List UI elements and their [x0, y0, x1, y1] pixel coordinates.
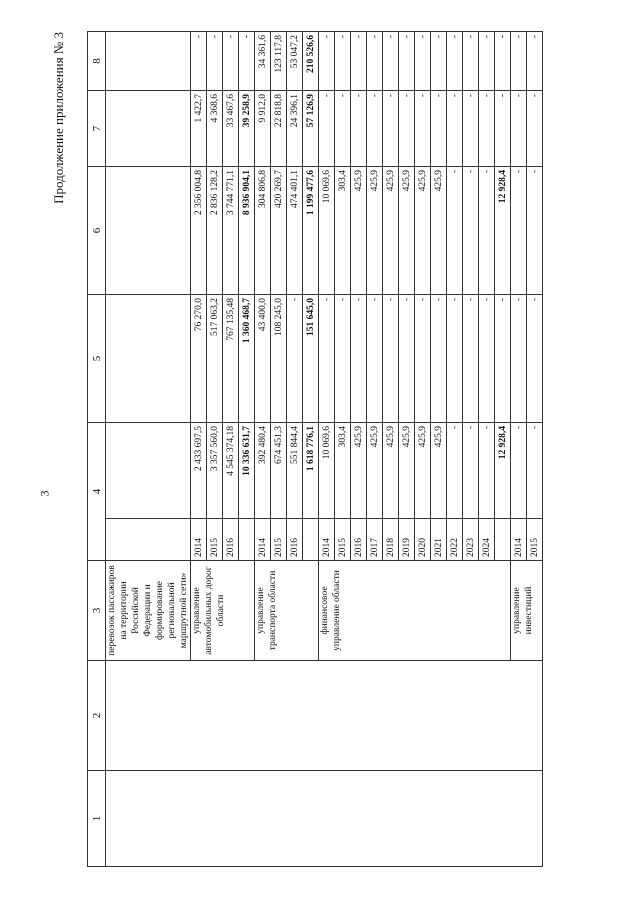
header-cell: 2 [88, 661, 106, 771]
empty-cell [106, 519, 191, 561]
total-value-cell: 57 126,9 [303, 91, 319, 167]
value-cell: - [383, 91, 399, 167]
value-cell: 425,9 [351, 423, 367, 519]
value-cell: - [415, 32, 431, 91]
col2-cell [106, 661, 543, 771]
value-cell: 392 480,4 [255, 423, 271, 519]
header-cell: 6 [88, 167, 106, 295]
value-cell: 303,4 [335, 167, 351, 295]
total-value-cell: 1 618 776,1 [303, 423, 319, 519]
value-cell: 303,4 [335, 423, 351, 519]
value-cell: - [463, 91, 479, 167]
value-cell: - [447, 167, 463, 295]
value-cell: 674 451,3 [271, 423, 287, 519]
year-cell: 2022 [447, 519, 463, 561]
value-cell: 474 401,1 [287, 167, 303, 295]
value-cell: - [351, 295, 367, 423]
value-cell: - [511, 295, 527, 423]
value-cell: - [367, 91, 383, 167]
value-cell: - [319, 32, 335, 91]
value-cell: - [335, 91, 351, 167]
value-cell: - [367, 32, 383, 91]
total-value-cell: 151 645,0 [303, 295, 319, 423]
value-cell: - [463, 423, 479, 519]
value-cell: - [319, 91, 335, 167]
header-cell: 1 [88, 771, 106, 867]
value-cell: 53 047,2 [287, 32, 303, 91]
year-cell: 2014 [191, 519, 207, 561]
value-cell: 425,9 [431, 423, 447, 519]
value-cell: - [351, 91, 367, 167]
value-cell: 425,9 [383, 167, 399, 295]
value-cell: - [479, 91, 495, 167]
year-cell: 2014 [255, 519, 271, 561]
value-cell: - [479, 32, 495, 91]
year-cell: 2014 [319, 519, 335, 561]
value-cell: - [335, 32, 351, 91]
year-cell-empty [303, 519, 319, 561]
value-cell: 304 806,8 [255, 167, 271, 295]
total-value-cell: 8 936 904,1 [239, 167, 255, 295]
budget-table [87, 31, 543, 867]
value-cell: - [447, 32, 463, 91]
value-cell: - [527, 32, 543, 91]
value-cell: - [431, 91, 447, 167]
value-cell: - [527, 91, 543, 167]
year-cell: 2015 [271, 519, 287, 561]
empty-cell [106, 167, 191, 295]
executor-cell: управление автомобильных дорог области [191, 561, 255, 661]
value-cell: 43 400,0 [255, 295, 271, 423]
value-cell: 425,9 [415, 167, 431, 295]
value-cell: - [351, 32, 367, 91]
value-cell: 76 270,0 [191, 295, 207, 423]
value-cell: 425,9 [399, 167, 415, 295]
continuation-text: перевозок пассажиров на территории Российской Федерации и формирование региональной маршрутной сети» [106, 561, 191, 661]
year-cell: 2017 [367, 519, 383, 561]
value-cell: - [511, 91, 527, 167]
value-cell: 24 396,1 [287, 91, 303, 167]
value-cell: - [367, 295, 383, 423]
header-cell: 8 [88, 32, 106, 91]
value-cell: - [511, 32, 527, 91]
col1-cell [106, 771, 543, 867]
value-cell: - [319, 295, 335, 423]
value-cell: 517 063,2 [207, 295, 223, 423]
total-value-cell: 12 928,4 [495, 167, 511, 295]
value-cell: - [383, 32, 399, 91]
value-cell: 425,9 [415, 423, 431, 519]
year-cell: 2024 [479, 519, 495, 561]
header-cell: 7 [88, 91, 106, 167]
year-cell: 2019 [399, 519, 415, 561]
value-cell: - [287, 295, 303, 423]
year-cell: 2014 [511, 519, 527, 561]
value-cell: 1 422,7 [191, 91, 207, 167]
year-cell: 2016 [287, 519, 303, 561]
year-cell: 2021 [431, 519, 447, 561]
value-cell: 9 912,0 [255, 91, 271, 167]
year-cell-empty [239, 519, 255, 561]
empty-cell [106, 423, 191, 519]
value-cell: - [431, 295, 447, 423]
value-cell: 425,9 [367, 423, 383, 519]
value-cell: - [399, 32, 415, 91]
page-number: 3 [37, 490, 52, 497]
value-cell: 108 245,0 [271, 295, 287, 423]
value-cell: 420 269,7 [271, 167, 287, 295]
value-cell: - [207, 32, 223, 91]
value-cell: 425,9 [383, 423, 399, 519]
value-cell: - [527, 423, 543, 519]
rotated-page-content [51, 32, 599, 867]
year-cell: 2016 [223, 519, 239, 561]
value-cell: 123 117,8 [271, 32, 287, 91]
value-cell: 551 844,4 [287, 423, 303, 519]
executor-cell: управление транспорта области [255, 561, 319, 661]
value-cell: - [415, 91, 431, 167]
value-cell: - [511, 423, 527, 519]
value-cell: 425,9 [399, 423, 415, 519]
total-value-cell: - [495, 91, 511, 167]
year-cell: 2018 [383, 519, 399, 561]
value-cell: 2 836 128,2 [207, 167, 223, 295]
value-cell: - [383, 295, 399, 423]
year-cell-empty [495, 519, 511, 561]
empty-cell [106, 295, 191, 423]
value-cell: - [447, 91, 463, 167]
value-cell: 4 545 374,18 [223, 423, 239, 519]
value-cell: 3 357 560,0 [207, 423, 223, 519]
value-cell: 33 467,6 [223, 91, 239, 167]
value-cell: 2 433 697,5 [191, 423, 207, 519]
header-row [88, 32, 106, 867]
value-cell: - [431, 32, 447, 91]
value-cell: - [335, 295, 351, 423]
value-cell: - [447, 295, 463, 423]
value-cell: - [463, 167, 479, 295]
header-cell: 3 [88, 561, 106, 661]
year-cell: 2015 [527, 519, 543, 561]
value-cell: - [479, 167, 495, 295]
value-cell: - [399, 91, 415, 167]
value-cell: - [399, 295, 415, 423]
value-cell: - [415, 295, 431, 423]
total-value-cell: - [239, 32, 255, 91]
total-value-cell: 210 526,6 [303, 32, 319, 91]
year-cell: 2015 [335, 519, 351, 561]
value-cell: 34 361,6 [255, 32, 271, 91]
appendix-caption: Продолжение приложения № 3 [51, 32, 66, 204]
executor-cell: финансовое управление области [319, 561, 511, 661]
header-cell: 5 [88, 295, 106, 423]
total-value-cell: 10 336 631,7 [239, 423, 255, 519]
total-value-cell: 1 199 477,6 [303, 167, 319, 295]
total-value-cell: 12 928,4 [495, 423, 511, 519]
value-cell: 10 069,6 [319, 423, 335, 519]
value-cell: 425,9 [367, 167, 383, 295]
executor-cell: управление инвестиций [511, 561, 543, 661]
value-cell: - [527, 167, 543, 295]
total-value-cell: - [495, 295, 511, 423]
total-value-cell: 1 360 468,7 [239, 295, 255, 423]
empty-cell [106, 91, 191, 167]
value-cell: 10 069,6 [319, 167, 335, 295]
value-cell: - [223, 32, 239, 91]
value-cell: 4 368,6 [207, 91, 223, 167]
table-body [106, 32, 543, 867]
value-cell: 425,9 [351, 167, 367, 295]
value-cell: - [479, 423, 495, 519]
value-cell: 767 135,48 [223, 295, 239, 423]
year-cell: 2016 [351, 519, 367, 561]
year-cell: 2020 [415, 519, 431, 561]
year-cell: 2023 [463, 519, 479, 561]
continuation-row [106, 32, 191, 867]
value-cell: - [527, 295, 543, 423]
year-cell: 2015 [207, 519, 223, 561]
value-cell: - [447, 423, 463, 519]
value-cell: - [463, 32, 479, 91]
value-cell: - [463, 295, 479, 423]
total-value-cell: 39 258,9 [239, 91, 255, 167]
value-cell: 3 744 771,1 [223, 167, 239, 295]
total-value-cell: - [495, 32, 511, 91]
value-cell: 425,9 [431, 167, 447, 295]
value-cell: - [479, 295, 495, 423]
value-cell: 2 356 004,8 [191, 167, 207, 295]
header-cell: 4 [88, 423, 106, 561]
value-cell: - [191, 32, 207, 91]
value-cell: 22 818,8 [271, 91, 287, 167]
empty-cell [106, 32, 191, 91]
value-cell: - [511, 167, 527, 295]
